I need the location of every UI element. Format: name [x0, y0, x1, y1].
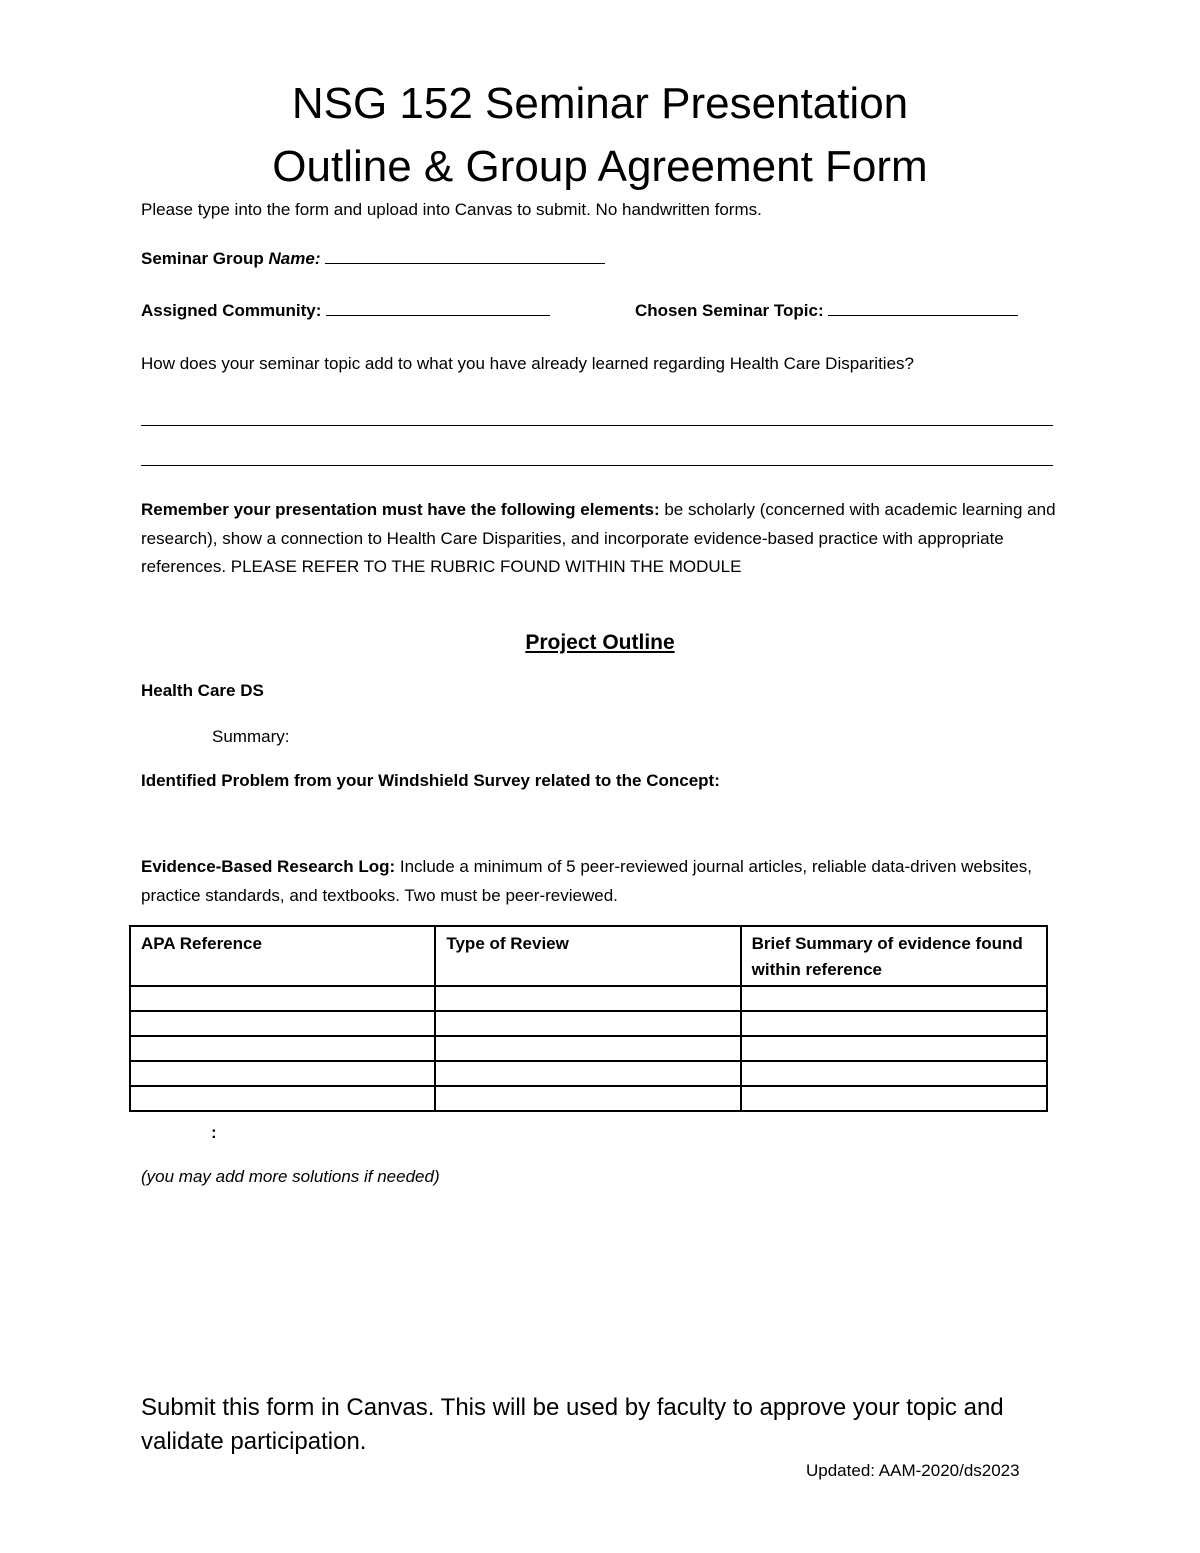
requirements-paragraph: [141, 496, 1061, 582]
group-name-blank[interactable]: [325, 248, 605, 264]
assigned-community-label: Assigned Community:: [141, 301, 322, 320]
updated-text: Updated: AAM-2020/ds2023: [806, 1461, 1020, 1480]
table-cell[interactable]: [741, 986, 1047, 1011]
header-apa-reference: APA Reference: [130, 926, 435, 986]
table-row: [130, 1011, 1047, 1036]
assigned-community-field[interactable]: [141, 300, 550, 322]
table-cell[interactable]: [741, 1011, 1047, 1036]
identified-problem-label: Identified Problem from your Windshield Survey related to the Concept:: [141, 771, 720, 790]
table-cell[interactable]: [130, 1011, 435, 1036]
table-cell[interactable]: [435, 1036, 740, 1061]
chosen-topic-field[interactable]: [635, 300, 1018, 322]
table-row: [130, 986, 1047, 1011]
table-cell[interactable]: [130, 986, 435, 1011]
title-line-1: NSG 152 Seminar Presentation: [291, 79, 909, 128]
table-cell[interactable]: [435, 1011, 740, 1036]
requirements-text: be scholarly (concerned with academic learning and research), show a connection to Health Care Disparities, and incorporate evidence-based practice with appropriate references. PLEASE REFER TO THE RUBRIC FOUND WITHIN THE MODULE: [141, 500, 1056, 576]
research-log-table: [129, 925, 1048, 1112]
more-solutions-note: (you may add more solutions if needed): [141, 1167, 440, 1186]
table-cell[interactable]: [130, 1086, 435, 1111]
project-outline-heading: Project Outline: [525, 631, 675, 654]
colon-mark: :: [211, 1123, 217, 1142]
table-cell[interactable]: [130, 1061, 435, 1086]
table-row: [130, 1061, 1047, 1086]
answer-line-2[interactable]: [141, 465, 1053, 466]
evidence-lead: Evidence-Based Research Log:: [141, 857, 396, 876]
chosen-topic-label: Chosen Seminar Topic:: [635, 301, 824, 320]
footer-submit-text: Submit this form in Canvas. This will be used by faculty to approve your topic and validate participation.: [141, 1394, 1004, 1455]
table-cell[interactable]: [435, 1086, 740, 1111]
table-row: [130, 1086, 1047, 1111]
table-cell[interactable]: [741, 1086, 1047, 1111]
group-name-label-italic: Name:: [268, 249, 321, 268]
table-cell[interactable]: [741, 1036, 1047, 1061]
question-text: How does your seminar topic add to what you have already learned regarding Health Care Disparities?: [141, 354, 914, 373]
table-cell[interactable]: [130, 1036, 435, 1061]
table-cell[interactable]: [435, 1061, 740, 1086]
header-type-of-review: Type of Review: [435, 926, 740, 986]
table-cell[interactable]: [435, 986, 740, 1011]
evidence-text: Include a minimum of 5 peer-reviewed journal articles, reliable data-driven websites, practice standards, and textbooks. Two must be peer-reviewed.: [141, 857, 1033, 905]
summary-label: Summary:: [212, 727, 290, 746]
instruction-text: Please type into the form and upload into Canvas to submit. No handwritten forms.: [141, 200, 762, 219]
header-brief-summary: Brief Summary of evidence found within reference: [741, 926, 1047, 986]
requirements-lead: Remember your presentation must have the following elements:: [141, 500, 660, 519]
chosen-topic-blank[interactable]: [828, 300, 1018, 316]
table-row: [130, 1036, 1047, 1061]
evidence-paragraph: [141, 853, 1041, 910]
table-header-row: [130, 926, 1047, 986]
group-name-label: Seminar Group: [141, 249, 269, 268]
title-line-2: Outline & Group Agreement Form: [272, 142, 928, 191]
answer-line-1[interactable]: [141, 425, 1053, 426]
health-care-ds-label: Health Care DS: [141, 681, 264, 700]
assigned-community-blank[interactable]: [326, 300, 550, 316]
group-name-field[interactable]: [141, 248, 605, 270]
table-cell[interactable]: [741, 1061, 1047, 1086]
